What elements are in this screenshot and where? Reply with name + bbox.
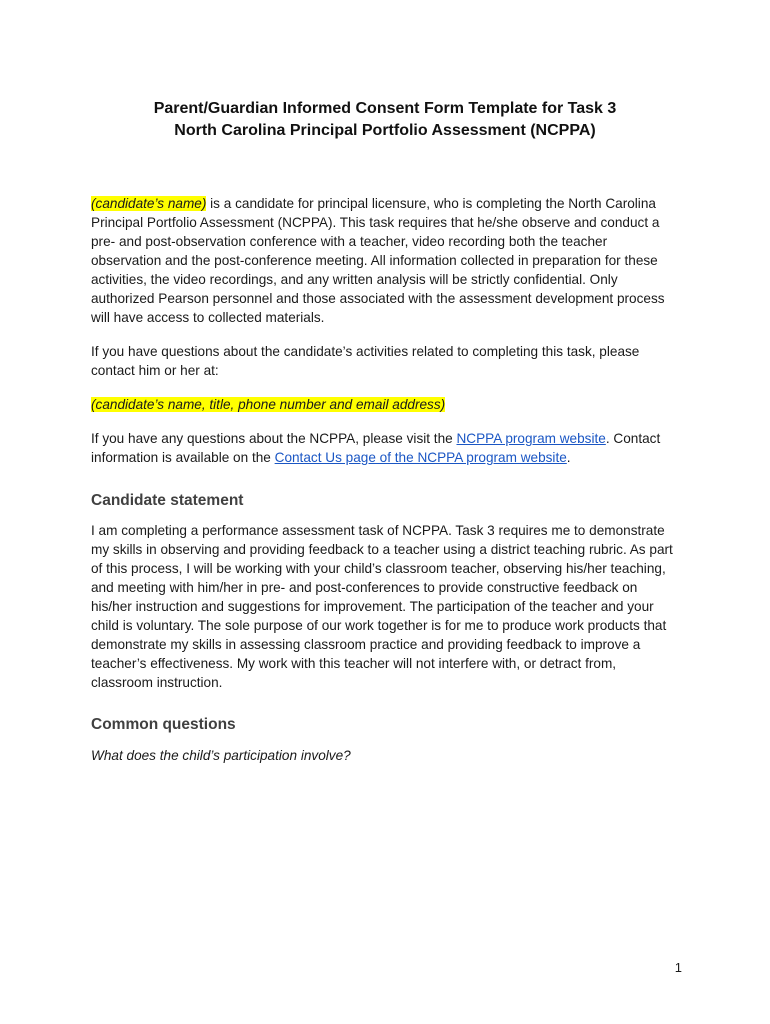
candidate-statement-paragraph: I am completing a performance assessment task of NCPPA. Task 3 requires me to demonstrate my skills in observing and providing feedback to a teacher using a district teaching rubric. As part of this process, I will be working with your child’s classroom teacher, observing his/her teaching, and meeting with him/her in pre- and post-conferences to provide constructive feedback on his/her instruction and suggestions for improvement. The participation of the teacher and your child is voluntary. The sole purpose of our work together is for me to produce work products that demonstrate my skills in assessing classroom practice and providing feedback to improve a teacher’s effectiveness. My work with this teacher will not interfere with, or detract from, classroom instruction. xyxy=(91,523,673,690)
candidate-name-placeholder: (candidate’s name) xyxy=(91,196,207,211)
intro-text: is a candidate for principal licensure, who is completing the North Carolina Principal Portfolio Assessment (NCPPA). This task requires that he/she observe and conduct a pre- and post-observation conference with a teacher, video recording both the teacher observation and the post-conference meeting. All information collected in preparation for these activities, the video recordings, and any written analysis will be strictly confidential. Only authorized Pearson personnel and those associated with the assessment development process will have access to collected materials. xyxy=(91,196,665,325)
contact-placeholder-paragraph xyxy=(91,395,681,414)
ncppa-info-text-before: If you have any questions about the NCPPA, please visit the xyxy=(91,431,457,446)
ncppa-program-website-link[interactable]: NCPPA program website xyxy=(456,431,606,446)
candidate-contact-placeholder: (candidate’s name, title, phone number and email address) xyxy=(91,397,446,412)
ncppa-info-text-middle: . Contact information is available on the xyxy=(91,431,661,465)
ncppa-info-text-after: . xyxy=(566,450,571,465)
ncppa-info-paragraph xyxy=(91,429,681,467)
intro-paragraph xyxy=(91,194,681,327)
contact-us-page-link[interactable]: Contact Us page of the NCPPA program website xyxy=(274,450,567,465)
document-title-line-1: Parent/Guardian Informed Consent Form Template for Task 3 xyxy=(153,100,617,117)
candidate-statement-heading: Candidate statement xyxy=(91,492,244,509)
document-title-line-2: North Carolina Principal Portfolio Assessment (NCPPA) xyxy=(174,122,596,139)
common-question-1: What does the child’s participation involve? xyxy=(91,748,351,763)
contact-paragraph: If you have questions about the candidate’s activities related to completing this task, please contact him or her at: xyxy=(91,344,640,378)
common-questions-heading: Common questions xyxy=(91,716,236,733)
page-number: 1 xyxy=(674,960,682,975)
